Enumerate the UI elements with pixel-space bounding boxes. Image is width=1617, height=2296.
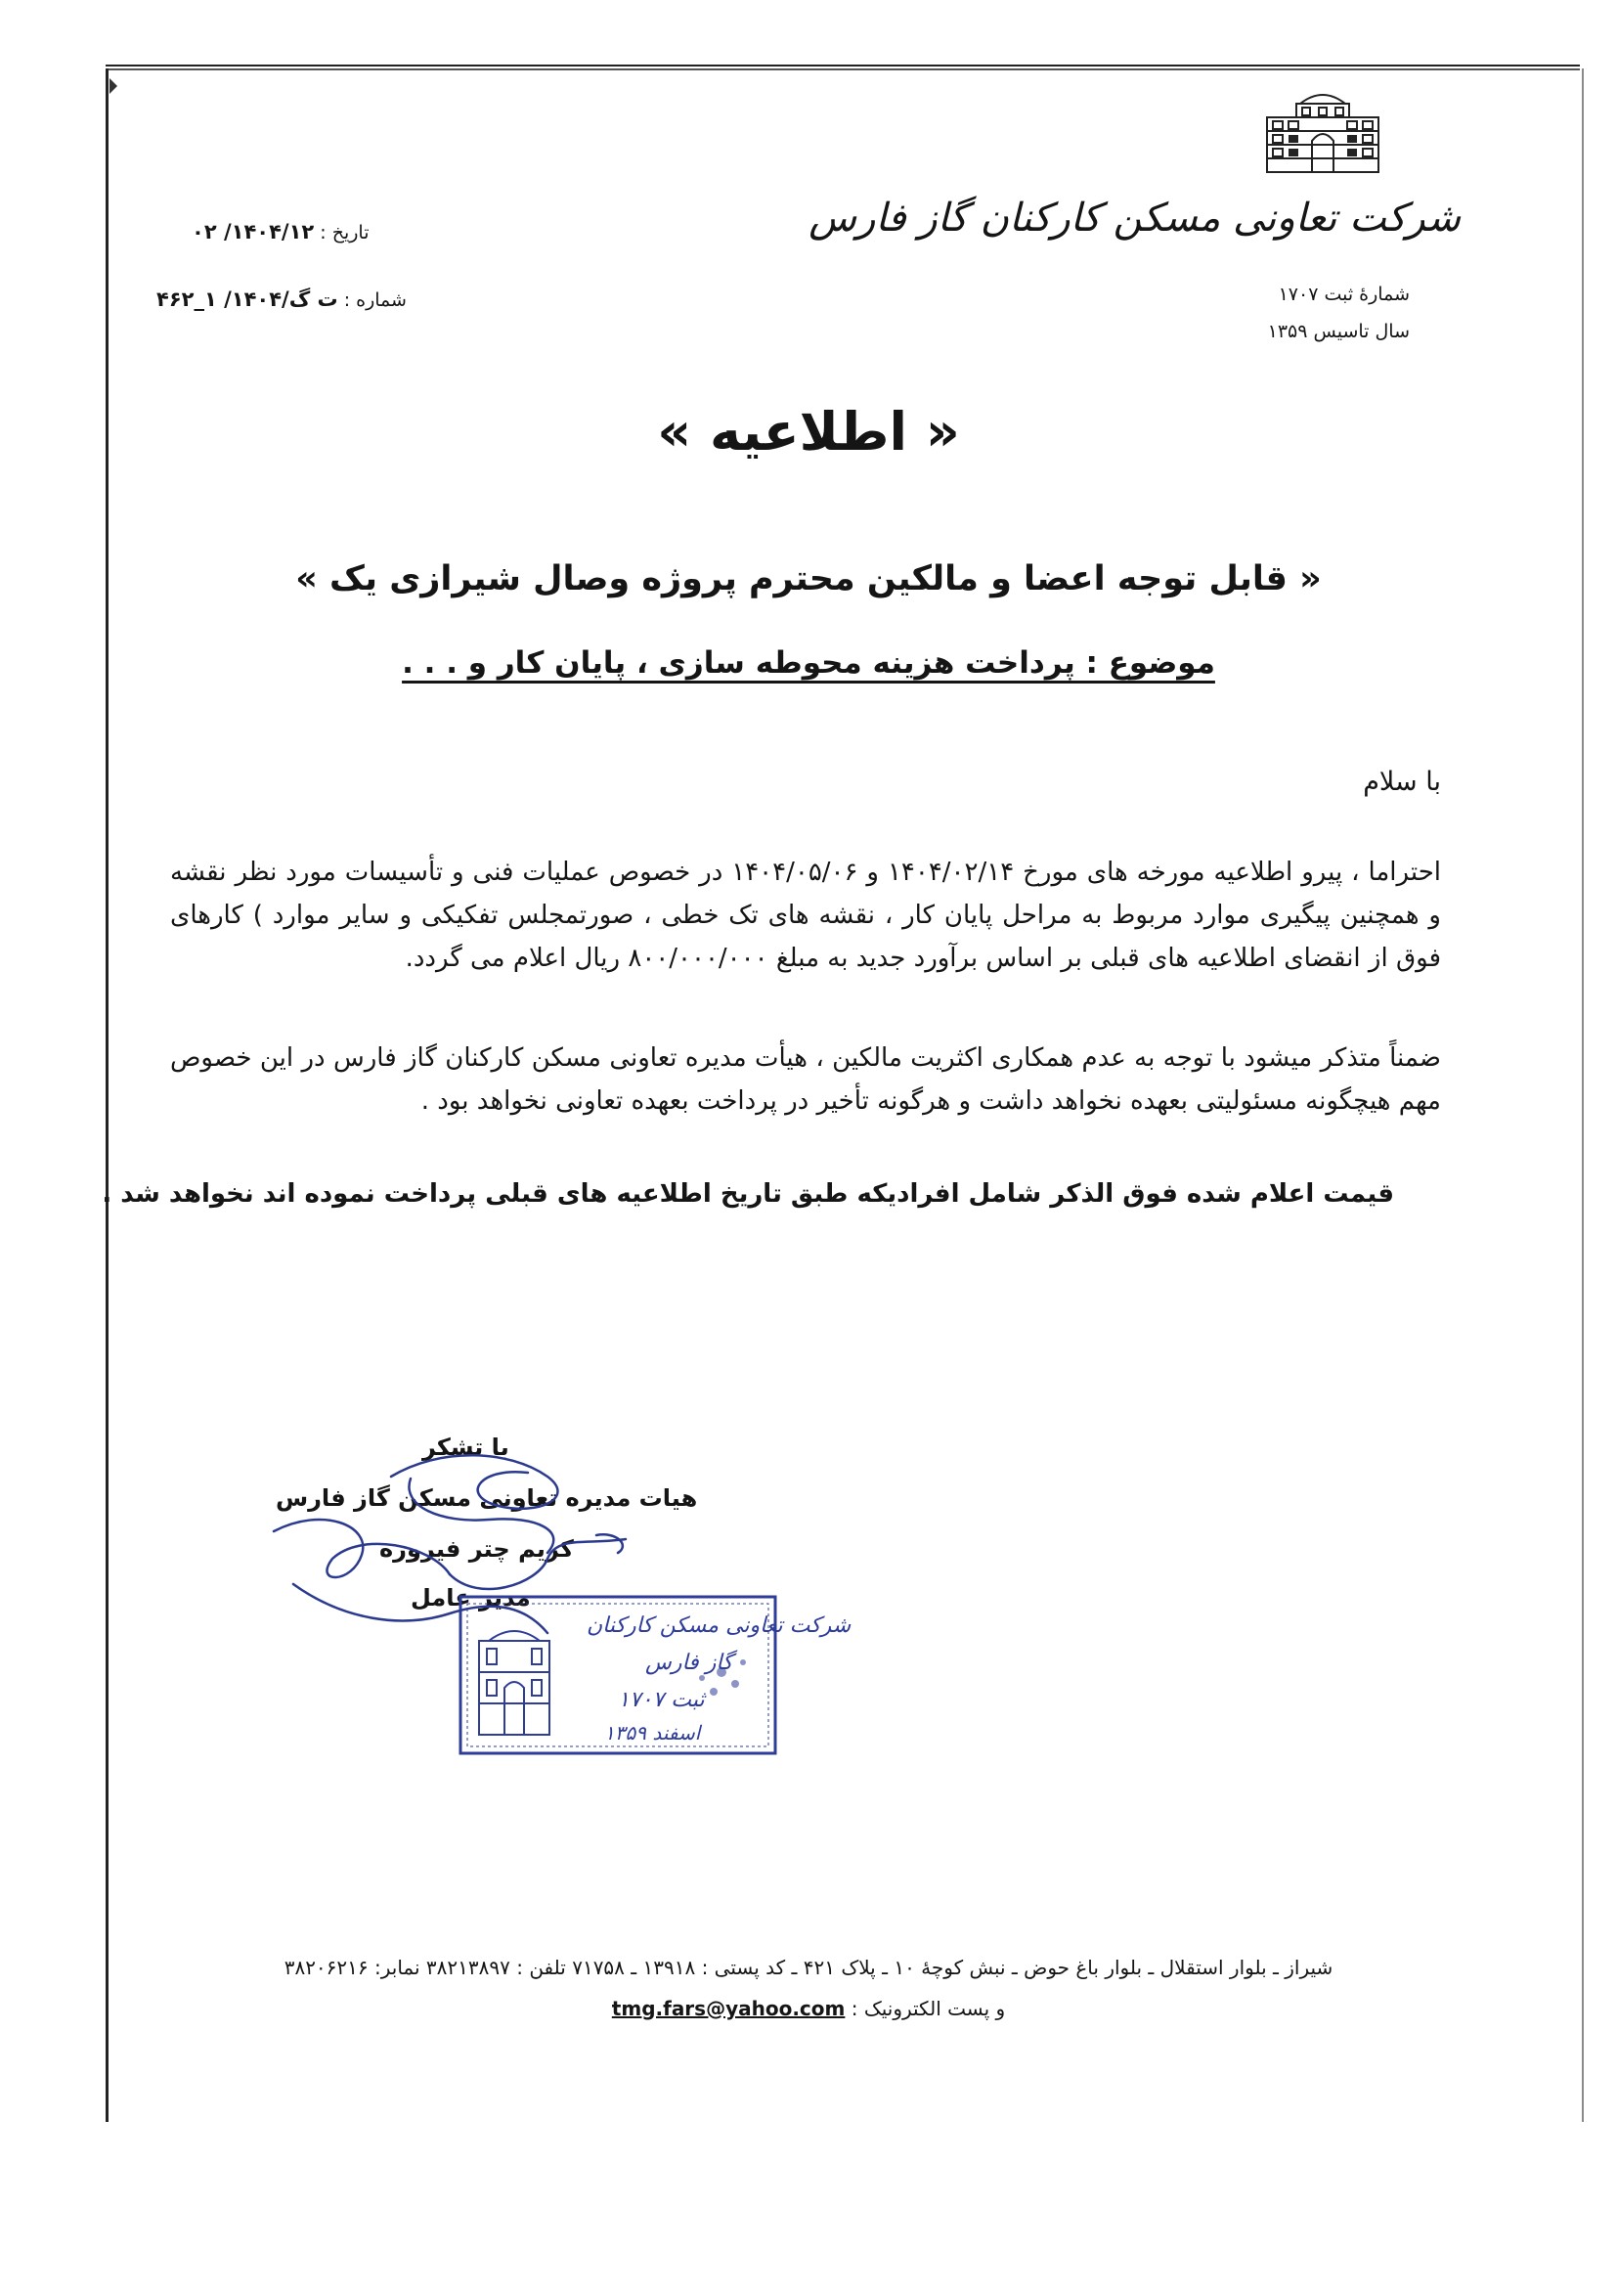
top-border-line <box>106 65 1580 70</box>
footer-email-label: و پست الکترونیک : <box>851 1997 1006 2020</box>
signature-closing: با تشکر <box>422 1434 509 1461</box>
date-value: ۱۴۰۴/۱۲/ ۰۲ <box>192 220 315 243</box>
body-paragraph-2: ضمناً متذکر میشود با توجه به عدم همکاری اکثریت مالکین ، هیأت مدیره تعاونی مسکن کارکنان گاز فارس در این خصوص مهم هیچگونه مسئولیتی بعهده نخواهد داشت و هرگونه تأخیر در پرداخت بعهده تعاونی نخواهد بود . <box>170 1043 1441 1116</box>
signature-board: هیات مدیره تعاونی مسکن گاز فارس <box>276 1484 698 1512</box>
number-label: شماره : <box>343 289 407 311</box>
footer-address: شیراز ـ بلوار استقلال ـ بلوار باغ حوض ـ نبش کوچهٔ ۱۰ ـ پلاک ۴۲۱ ـ کد پستی : ۱۳۹۱۸ ـ ۷۱۷۵۸ تلفن : ۳۸۲۱۳۸۹۷ نمابر: ۳۸۲۰۶۲۱۶ <box>284 1956 1333 1979</box>
signature-person: کریم چتر فیروزه <box>379 1535 574 1563</box>
footer-email-link[interactable]: tmg.fars@yahoo.com <box>611 1997 846 2020</box>
body-paragraph-3: قیمت اعلام شده فوق الذکر شامل افرادیکه طبق تاریخ اطلاعیه های قبلی پرداخت نموده اند نخواهد شد . <box>102 1179 1394 1209</box>
number-line <box>156 287 407 311</box>
registration-number: شمارهٔ ثبت ۱۷۰۷ <box>1278 284 1410 305</box>
subject-text: موضوع : پرداخت هزینه محوطه سازی ، پایان کار و . . . <box>402 645 1215 681</box>
body-paragraph-1: احتراما ، پیرو اطلاعیه مورخه های مورخ ۱۴۰۴/۰۲/۱۴ و ۱۴۰۴/۰۵/۰۶ در خصوص عملیات فنی و تأسیسات مورد نظر نقشه و همچنین پیگیری موارد مربوط به مراحل پایان کار ، نقشه های تک خطی ، صورتمجلس تفکیکی و سایر موارد ) کارهای فوق از انقضای اطلاعیه های قبلی بر اساس برآورد جدید به مبلغ ۸۰۰/۰۰۰/۰۰۰ ریال اعلام می گردد. <box>170 858 1442 973</box>
announcement-title: « اطلاعیه » <box>657 401 960 463</box>
company-name: شرکت تعاونی مسکن کارکنان گاز فارس <box>808 196 1461 241</box>
signature-role: مدیر عامل <box>411 1584 531 1612</box>
right-border-line <box>1582 68 1584 2122</box>
company-logo-building-icon <box>1263 84 1382 178</box>
date-line <box>192 220 370 243</box>
date-label: تاریخ : <box>320 222 370 243</box>
stamp-line-3: ثبت ۱۷۰۷ <box>618 1688 705 1712</box>
number-value: ت گ/۱۴۰۴/ ۱_۴۶۲ <box>156 287 338 311</box>
greeting: با سلام <box>1363 767 1441 797</box>
stamp-line-1: شرکت تعاونی مسکن کارکنان <box>587 1613 852 1638</box>
footer-email-line <box>0 1997 1617 2020</box>
corner-mark <box>109 78 117 94</box>
stamp-line-2: گاز فارس <box>645 1651 733 1675</box>
stamp-line-4: اسفند ۱۳۵۹ <box>604 1721 701 1744</box>
left-border-line <box>106 68 109 2122</box>
subject-line <box>0 645 1617 681</box>
founding-year: سال تاسیس ۱۳۵۹ <box>1267 321 1410 342</box>
attention-line: « قابل توجه اعضا و مالکین محترم پروژه وصال شیرازی یک » <box>295 559 1322 598</box>
